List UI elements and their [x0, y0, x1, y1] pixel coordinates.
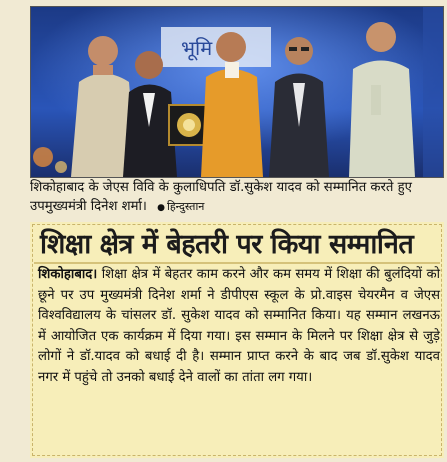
- article-text: शिक्षा क्षेत्र में बेहतर काम करने और कम समय में शिक्षा की बुलंदियों को छूने पर उप मुख्यमंत्री दिनेश शर्मा ने डीपीएस स्कूल के प्रो.वाइस चेयरमैन व जेएस विश्वविद्यालय के चांसलर डॉ. सुकेश यादव को सम्मानित किया। यह सम्मान लखनऊ में आयोजित एक कार्यक्रम में दिया गया। इस सम्मान के मिलने पर शिक्षा क्षेत्र से जुड़े लोगों ने डॉ.यादव को बधाई दी है। सम्मान प्राप्त करने के बाद जब डॉ.सुकेश यादव नगर में पहुंचे तो उनको बधाई देने वालों का तांता लग गया।: [38, 267, 440, 385]
- credit-text: हिन्दुस्तान: [166, 200, 205, 213]
- headline: शिक्षा क्षेत्र में बेहतरी पर किया सम्मानित: [40, 229, 414, 260]
- bullet-icon: ●: [157, 203, 165, 213]
- headline-divider: [34, 262, 440, 264]
- dateline: शिकोहाबाद।: [38, 267, 98, 282]
- photo-credit: [157, 200, 204, 213]
- event-photo: [30, 6, 444, 178]
- caption-text: शिकोहाबाद के जेएस विवि के कुलाधिपति डॉ.सुकेश यादव को सम्मानित करते हुए उपमुख्यमंत्री दिनेश शर्मा।: [30, 180, 412, 214]
- article-body: [38, 265, 440, 388]
- backdrop-text: भूमि: [181, 36, 213, 60]
- photo-caption: [30, 178, 444, 218]
- award-ceremony-image: [31, 7, 443, 177]
